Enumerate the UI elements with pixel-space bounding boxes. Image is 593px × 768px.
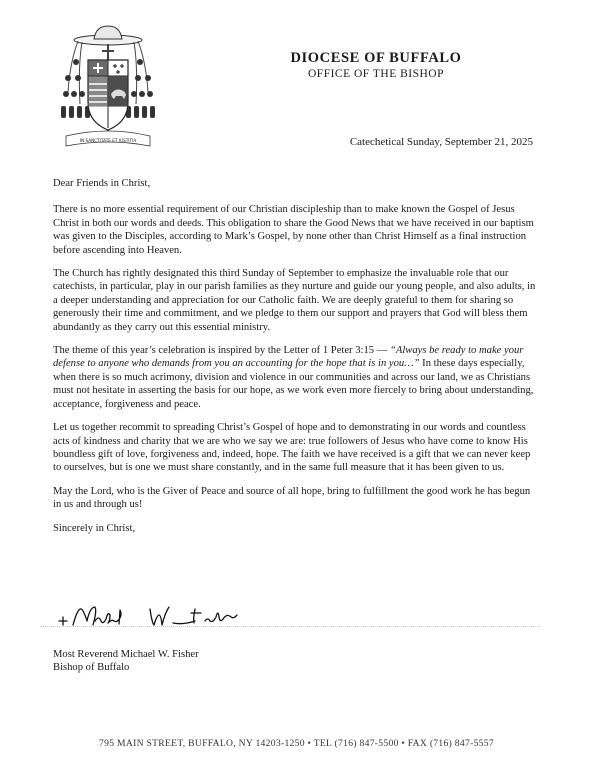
- salutation: Dear Friends in Christ,: [53, 178, 151, 189]
- crest-motto: IN SANCTITATE ET IUSTITIA: [79, 138, 137, 143]
- paragraph-1: There is no more essential requirement of our Christian discipleship than to make known the Gospel of Jesus Christ in both our words and deeds. This obligation to share the Good News that we have received in our baptism was given to the Disciples, according to Mark’s Gospel, by none other than Christ Himself as a final instruction before ascending into Heaven.: [53, 204, 534, 256]
- letter-date: Catechetical Sunday, September 21, 2025: [349, 136, 533, 148]
- coat-of-arms-icon: [58, 22, 158, 157]
- handwritten-signature: [55, 599, 255, 639]
- signer-name: Most Reverend Michael W. Fisher: [53, 649, 199, 660]
- paragraph-3-intro: The theme of this year’s celebration is inspired by the Letter of 1 Peter 3:15 —: [53, 345, 390, 357]
- paragraph-5: May the Lord, who is the Giver of Peace and source of all hope, bring to fulfillment the good work he has begun in us and through us!: [53, 485, 531, 511]
- signer-block: [53, 648, 199, 675]
- scripture-quote: “Always be ready to make your defense to anyone who demands from you an accounting for the hope that is in you…”: [53, 345, 524, 370]
- closing: Sincerely in Christ,: [53, 522, 136, 534]
- letter-body: [53, 177, 539, 545]
- paragraph-3: [53, 344, 539, 411]
- signature-divider: [40, 626, 540, 627]
- address-footer: 795 MAIN STREET, BUFFALO, NY 14203-1250 • TEL (716) 847-5500 • FAX (716) 847-5557: [99, 738, 494, 749]
- office-name: OFFICE OF THE BISHOP: [308, 68, 444, 80]
- letterhead: [272, 50, 480, 81]
- signer-title: Bishop of Buffalo: [53, 662, 130, 674]
- paragraph-4: Let us together recommit to spreading Christ’s Gospel of hope and to demonstrating in our words and countless acts of kindness and charity that we are who we say we are: true followers of Jesus who have come to know His boundless gift of love, forgiveness and, indeed, hope. The faith we have received is a gift that we can never keep to ourselves, but is one we must share constantly, and in the same full measure that it has been given to us.: [53, 422, 531, 474]
- paragraph-2: The Church has rightly designated this third Sunday of September to emphasize the invaluable role that our catechists, in particular, play in our parish families as they nurture and guide our young people, and also adults, in a deeper understanding and appreciation for our Catholic faith. We are deeply grateful to them for sharing so generously their time and commitment, and we pledge to them our support and prayers that God will bless them abundantly as they carry out this essential ministry.: [53, 268, 536, 333]
- paragraph-3-rest: In these days especially, when there is so much acrimony, division and violence in our communities and across our land, we as Christians must not hesitate in asserting the basis for our hope, as we work even more fiercely to bring about understanding, acceptance, forgiveness and peace.: [53, 358, 534, 410]
- org-name: DIOCESE OF BUFFALO: [290, 50, 462, 66]
